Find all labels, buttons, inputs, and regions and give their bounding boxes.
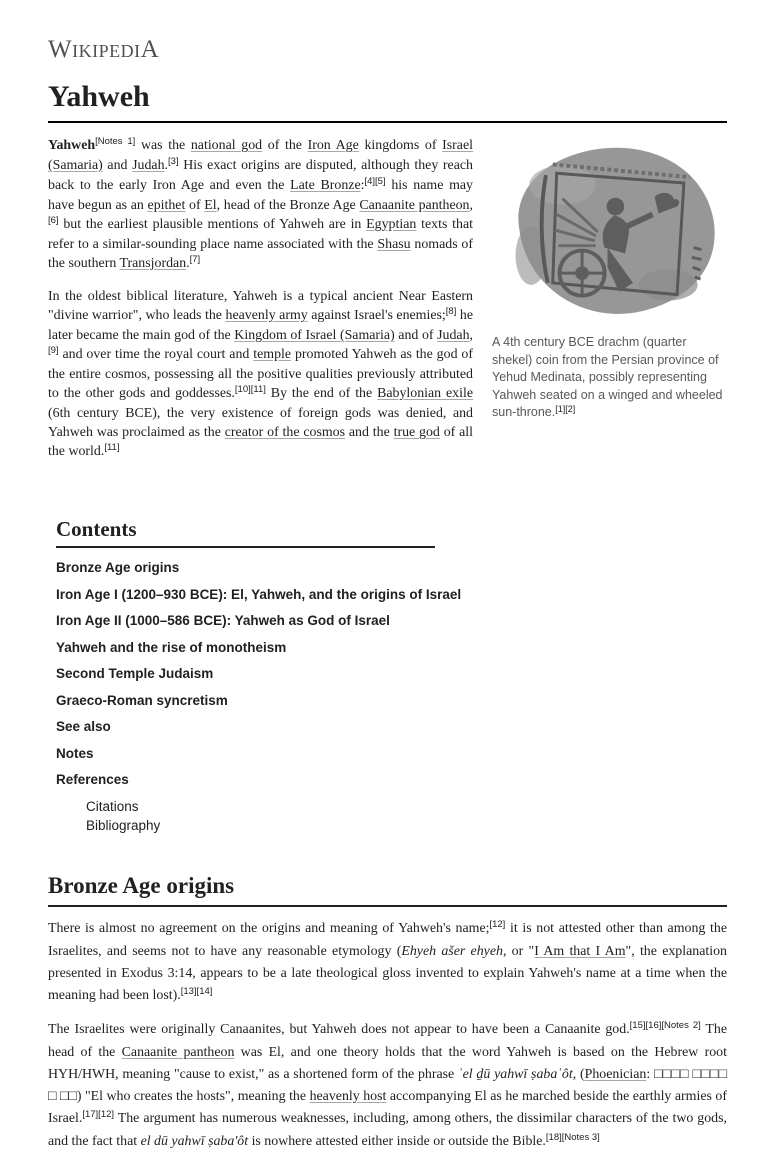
- text-run: , or ": [502, 943, 535, 959]
- link[interactable]: Canaanite pantheon: [121, 1044, 235, 1060]
- toc-item-iron-age-2[interactable]: Iron Age II (1000–586 BCE): Yahweh as God of Israel: [56, 613, 390, 628]
- reference-marker[interactable]: [6]: [48, 215, 59, 227]
- reference-marker[interactable]: [3]: [168, 156, 179, 168]
- toc-item-graeco-roman-syncretism[interactable]: Graeco-Roman syncretism: [56, 692, 228, 708]
- reference-marker[interactable]: [Notes 1]: [95, 136, 136, 148]
- text-run: and: [102, 158, 133, 173]
- toc-subitem-bibliography[interactable]: Bibliography: [86, 817, 161, 833]
- contents-title: Contents: [56, 517, 435, 548]
- text-run: nomads of the southern: [48, 237, 473, 271]
- link[interactable]: heavenly host: [309, 1088, 387, 1104]
- text-run: was the: [135, 138, 191, 153]
- reference-marker[interactable]: [8]: [445, 306, 457, 318]
- coin-figure: [492, 138, 727, 422]
- text-run: and the: [345, 425, 394, 440]
- link[interactable]: Canaanite pantheon: [359, 198, 470, 213]
- page-title: Yahweh: [48, 80, 727, 123]
- text-run: ", the explanation presented in Exodus 3:14, appears to be a late theological gloss invented to explain Yahweh's name at a time when the meaning had been lost).: [48, 943, 727, 1003]
- text-run: There is almost no agreement on the origins and meaning of Yahweh's name;: [48, 920, 490, 936]
- link[interactable]: Israel (Samaria): [48, 138, 473, 173]
- coin-caption: [492, 334, 727, 422]
- link[interactable]: Transjordan: [119, 256, 187, 271]
- text-run: ,: [469, 198, 473, 213]
- toc-item-references[interactable]: References: [56, 772, 129, 787]
- reference-marker[interactable]: [7]: [189, 254, 201, 266]
- text-run: it is not attested other than among the Israelites, and seems not to have any reasonable etymology (: [48, 920, 727, 959]
- toc-item-second-temple-judaism[interactable]: Second Temple Judaism: [56, 666, 214, 681]
- link[interactable]: Iron Age: [307, 138, 359, 153]
- link[interactable]: Shasu: [377, 237, 411, 252]
- link[interactable]: true god: [393, 425, 440, 440]
- text-run: A 4th century BCE drachm (quarter shekel) coin from the Persian province of Yehud Medinata, possibly representing Yahweh seated on a winged and wheeled sun-throne.: [492, 335, 723, 419]
- text-run: of the: [262, 138, 308, 153]
- text-run: his name may have begun as an: [48, 178, 474, 213]
- text-run: of all the world.: [48, 425, 474, 459]
- reference-marker[interactable]: [9]: [48, 345, 59, 357]
- text-run: The argument has numerous weaknesses, including, among others, the dissimilar characters of the two gods, and the fact that: [48, 1110, 727, 1149]
- text-run: :: [360, 178, 365, 193]
- text-run: The Israelites were originally Canaanites, but Yahweh does not appear to have been a Canaanite god.: [48, 1021, 630, 1037]
- text-run: , head of the Bronze Age: [216, 198, 360, 213]
- toc-item-notes[interactable]: Notes: [56, 745, 94, 761]
- text-run: (6th century BCE), the very existence of foreign gods was denied, and Yahweh was proclaimed as the: [48, 406, 473, 440]
- text-run: kingdoms of: [358, 138, 443, 153]
- text-run: .: [164, 158, 169, 173]
- section-paragraph-2: [48, 1019, 727, 1154]
- text-run: Yahweh: [48, 138, 96, 153]
- link[interactable]: El: [204, 198, 217, 213]
- coin-image: [492, 138, 727, 324]
- wikipedia-wordmark: WikipediA: [48, 36, 160, 63]
- link[interactable]: Egyptian: [366, 217, 417, 232]
- link[interactable]: Babylonian exile: [377, 386, 473, 401]
- table-of-contents: [56, 517, 727, 835]
- reference-marker[interactable]: [13][14]: [180, 985, 213, 997]
- reference-marker[interactable]: [17][12]: [82, 1108, 115, 1120]
- text-run: : □□□□ □□□□ □ □□) "El who creates the hosts", meaning the: [48, 1066, 727, 1104]
- text-run: Ehyeh ašer ehyeh: [401, 943, 503, 959]
- reference-marker[interactable]: [12]: [489, 918, 506, 930]
- link[interactable]: Phoenician: [584, 1066, 647, 1082]
- text-run: ,: [469, 328, 474, 343]
- link[interactable]: I Am that I Am: [534, 943, 626, 959]
- text-run: el dū yahwī ṣaba'ôt: [140, 1133, 249, 1149]
- link[interactable]: temple: [253, 347, 292, 362]
- text-run: .: [186, 256, 190, 271]
- toc-list: [56, 558, 727, 835]
- toc-subitem-citations[interactable]: Citations: [86, 798, 139, 814]
- intro-section: [48, 136, 727, 475]
- text-run: of: [185, 198, 205, 213]
- link[interactable]: national god: [190, 138, 263, 153]
- text-run: By the end of the: [265, 386, 378, 401]
- section-paragraph-1: [48, 918, 727, 1008]
- text-run: The head of the: [48, 1021, 727, 1060]
- link[interactable]: creator of the cosmos: [224, 425, 346, 440]
- toc-item-iron-age-1[interactable]: Iron Age I (1200–930 BCE): El, Yahweh, and the origins of Israel: [56, 586, 462, 602]
- toc-item-rise-of-monotheism[interactable]: Yahweh and the rise of monotheism: [56, 639, 287, 655]
- link[interactable]: Kingdom of Israel (Samaria): [234, 328, 395, 343]
- text-run: , (: [572, 1066, 585, 1082]
- link[interactable]: Judah: [132, 158, 165, 173]
- text-run: His exact origins are disputed, although they reach back to the early Iron Age and even the: [48, 158, 473, 193]
- text-run: is nowhere attested either inside or outside the Bible.: [248, 1133, 546, 1149]
- text-run: accompanying El as he marched beside the earthly armies of Israel.: [48, 1088, 728, 1126]
- text-run: against Israel's enemies;: [307, 308, 446, 323]
- link[interactable]: Judah: [437, 328, 470, 343]
- text-run: but the earliest plausible mentions of Yahweh are in: [58, 217, 367, 232]
- reference-marker[interactable]: [10][11]: [234, 384, 266, 396]
- text-run: was El, and one theory holds that the word Yahweh is based on the Hebrew root HYH/HWH, meaning "cause to exist," as a shortened form of the phrase: [48, 1044, 727, 1082]
- link[interactable]: Late Bronze: [290, 178, 361, 193]
- link[interactable]: heavenly army: [225, 308, 308, 323]
- reference-marker[interactable]: [1][2]: [555, 403, 576, 414]
- reference-marker[interactable]: [18][Notes 3]: [545, 1131, 600, 1143]
- text-run: promoted Yahweh as the god of the entire cosmos, possessing all the positive qualities previously attributed to the other gods and goddesses.: [48, 347, 473, 401]
- link[interactable]: epithet: [147, 198, 186, 213]
- section-heading: Bronze Age origins: [48, 873, 727, 907]
- reference-marker[interactable]: [11]: [104, 442, 120, 454]
- toc-item-bronze-age-origins[interactable]: Bronze Age origins: [56, 560, 180, 575]
- text-run: and of: [394, 328, 438, 343]
- text-run: he later became the main god of the: [48, 308, 473, 343]
- bronze-age-origins-section: [48, 873, 727, 1154]
- text-run: and over time the royal court and: [58, 347, 254, 362]
- reference-marker[interactable]: [4][5]: [364, 176, 386, 188]
- text-run: texts that refer to a similar-sounding place name associated with the: [48, 217, 473, 252]
- text-run: In the oldest biblical literature, Yahweh is a typical ancient Near Eastern "divine warrior", who leads the: [48, 289, 473, 323]
- toc-item-see-also[interactable]: See also: [56, 719, 111, 734]
- text-run: ʾel ḏū yahwī ṣabaʾôt: [457, 1066, 573, 1082]
- reference-marker[interactable]: [15][16][Notes 2]: [629, 1019, 701, 1031]
